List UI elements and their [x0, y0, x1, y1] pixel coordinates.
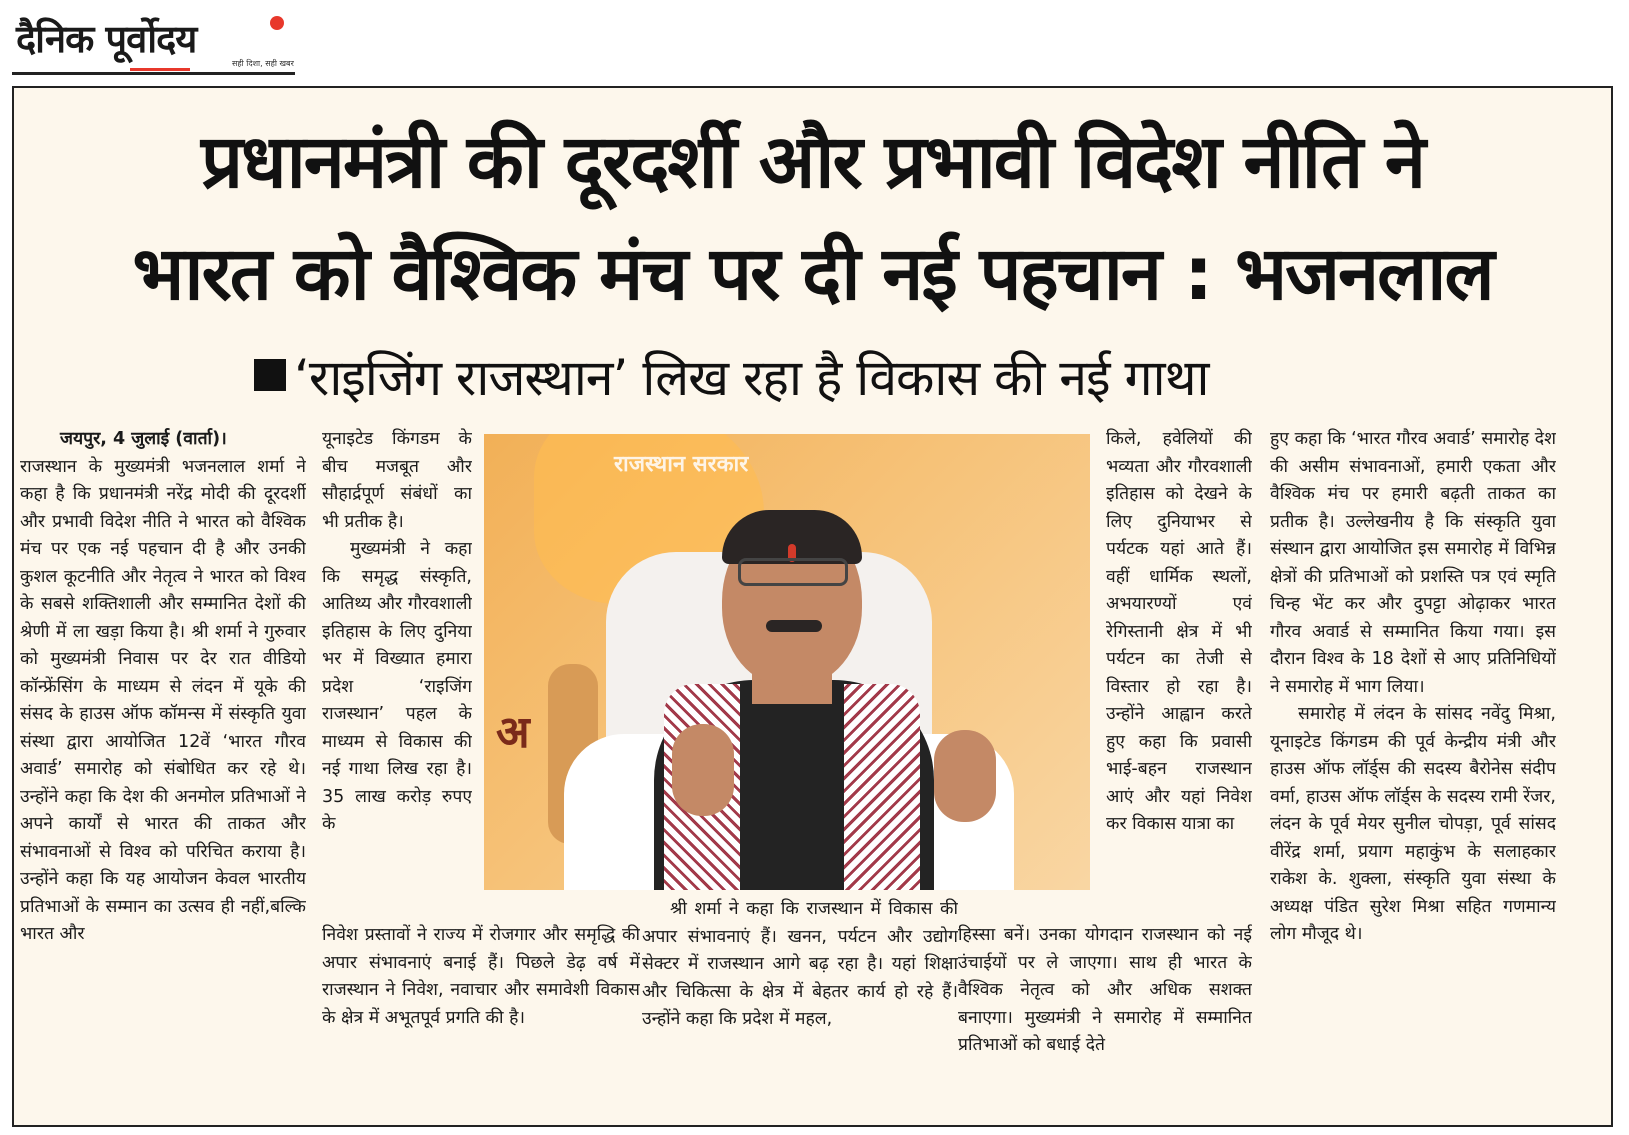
under-photo-middle [642, 896, 958, 1126]
bullet-square-icon [254, 359, 286, 391]
mustache-shape [766, 620, 822, 632]
masthead-rule [12, 72, 295, 75]
under-photo-left-paragraph: निवेश प्रस्तावों ने राज्य में रोजगार और समृद्धि की अपार संभावनाएं बनाई हैं। पिछले डेढ़ वर्ष में राजस्थान ने निवेश, नवाचार और समावेशी विकास के क्षेत्र में अभूतपूर्व प्रगति की है। [322, 925, 640, 1028]
under-photo-right-paragraph: हिस्सा बनें। उनका योगदान राजस्थान को नई उंचाईयों पर ले जाएगा। साथ ही भारत के वैश्विक नेतृत्व को और अधिक सशक्त बनाएगा। मुख्यमंत्री ने समारोह में सम्मानित प्रतिभाओं को बधाई देते [958, 925, 1252, 1055]
column-1 [20, 426, 306, 1127]
column-4 [1270, 426, 1556, 1127]
masthead-tagline: सही दिशा, सही खबर [232, 59, 294, 68]
masthead [12, 8, 292, 70]
subheadline [254, 342, 1209, 410]
glasses-icon [738, 558, 848, 586]
column-4-paragraph-1: हुए कहा कि ‘भारत गौरव अवार्ड’ समारोह देश की असीम संभावनाओं, हमारी एकता और वैश्विक मंच पर हमारी बढ़ती ताकत का प्रतीक है। उल्लेखनीय है कि संस्कृति युवा संस्थान द्वारा आयोजित इस समारोह में विभिन्न क्षेत्रों की प्रतिभाओं को प्रशस्ति पत्र एवं स्मृति चिन्ह भेंट कर और दुपट्टा ओढ़ाकर भारत गौरव अवार्ड से सम्मानित किया गया। इस दौरान विश्व के 18 देशों से आए प्रतिनिधियों ने समारोह में भाग लिया। [1270, 429, 1556, 697]
masthead-logo: दैनिक पूर्वोदय [16, 16, 197, 61]
under-photo-middle-paragraph: श्री शर्मा ने कहा कि राजस्थान में विकास की अपार संभावनाएं हैं। खनन, पर्यटन और उद्योग सेक्टर में राजस्थान आगे बढ़ रहा है। यहां शिक्षा और चिकित्सा के क्षेत्र में बेहतर कार्य हो रहे हैं। उन्होंने कहा कि प्रदेश में महल, [642, 899, 958, 1029]
column-2 [322, 426, 472, 922]
masthead-accent-line [130, 68, 190, 71]
headline-line-1: प्रधानमंत्री की दूरदर्शी और प्रभावी विदेश नीति ने [201, 119, 1424, 205]
article-frame [12, 86, 1613, 1127]
subheadline-text: ‘राइजिंग राजस्थान’ लिख रहा है विकास की नई गाथा [294, 349, 1209, 407]
photo-backdrop-text: राजस्थान सरकार [614, 452, 749, 477]
dateline: जयपुर, 4 जुलाई (वार्ता)। [60, 429, 227, 449]
column-2-paragraph-1: यूनाइटेड किंगडम के बीच मजबूत और सौहार्द्रपूर्ण संबंधों का भी प्रतीक है। [322, 429, 472, 532]
hand-left-shape [672, 724, 734, 816]
column-4-paragraph-2: समारोह में लंदन के सांसद नवेंदु मिश्रा, यूनाइटेड किंगडम की पूर्व केन्द्रीय मंत्री और हाउस ऑफ लॉर्ड्स की सदस्य बैरोनेस संदीप वर्मा, हाउस ऑफ लॉर्ड्स के सदस्य रामी रेंजर, लंदन के पूर्व मेयर सुनील चोपड़ा, पूर्व सांसद वीरेंद्र शर्मा, प्रयाग महाकुंभ के सलाहकार राकेश के. शुक्ला, संस्कृति युवा संस्था के अध्यक्ष पंडित सुरेश मिश्रा सहित गणमान्य लोग मौजूद थे। [1270, 704, 1556, 944]
column-3-paragraph: किले, हवेलियों की भव्यता और गौरवशाली इतिहास को देखने के लिए दुनियाभर से पर्यटक यहां आते हैं। वहीं धार्मिक स्थलों, अभयारण्यों एवं रेगिस्तानी क्षेत्र में भी पर्यटन का तेजी से विस्तार हो रहा है। उन्होंने आह्वान करते हुए कहा कि प्रवासी भाई-बहन राजस्थान आएं और यहां निवेश कर विकास यात्रा का [1106, 429, 1252, 834]
logo-dot-icon [270, 16, 284, 30]
article-photo [484, 434, 1090, 890]
headline-line-2: भारत को वैश्विक मंच पर दी नई पहचान : भजनलाल [132, 231, 1493, 317]
column-1-paragraph: राजस्थान के मुख्यमंत्री भजनलाल शर्मा ने कहा है कि प्रधानमंत्री नरेंद्र मोदी की दूरदर्शी और प्रभावी विदेश नीति ने भारत को वैश्विक मंच पर एक नई पहचान दी है और उनकी कुशल कूटनीति और नेतृत्व ने भारत को विश्व के सबसे शक्तिशाली और सम्मानित देशों की श्रेणी में ला खड़ा किया है। श्री शर्मा ने गुरुवार को मुख्यमंत्री निवास पर देर रात वीडियो कॉन्फ्रेंसिंग के माध्यम से लंदन में यूके की संसद के हाउस ऑफ कॉमन्स में संस्कृति युवा संस्था द्वारा आयोजित 12वें ‘भारत गौरव अवार्ड’ समारोह को संबोधित कर रहे थे। उन्होंने कहा कि देश की अनमोल प्रतिभाओं ने अपने कार्यों से भारत की ताकत और संभावनाओं से विश्व को परिचित कराया है। उन्होंने कहा कि यह आयोजन केवल भारतीय प्रतिभाओं के सम्मान का उत्सव ही नहीं,बल्कि भारत और [20, 456, 306, 944]
scarf-right-shape [844, 684, 920, 890]
photo-backdrop-letter: अ [496, 707, 530, 758]
column-2-continued [322, 922, 640, 1126]
column-2-paragraph-2: मुख्यमंत्री ने कहा कि समृद्ध संस्कृति, आतिथ्य और गौरवशाली इतिहास के लिए दुनिया भर में विख्यात हमारा प्रदेश ‘राइजिंग राजस्थान’ पहल के माध्यम से विकास की नई गाथा लिख रहा है। 35 लाख करोड़ रुपए के [322, 539, 472, 834]
hand-right-shape [934, 730, 996, 822]
under-photo-right [958, 922, 1252, 1126]
column-3 [1106, 426, 1252, 922]
